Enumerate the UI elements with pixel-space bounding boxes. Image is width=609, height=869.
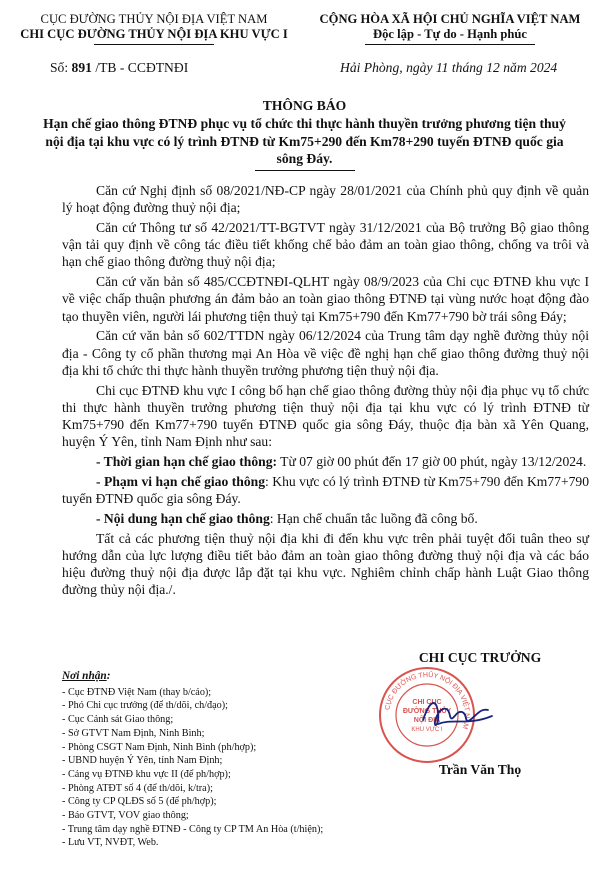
scope-restriction-text: : Khu vực có lý trình ĐTNĐ từ Km75+790 đến Km77+790 tuyến ĐTNĐ quốc gia sông Đáy.	[62, 473, 589, 507]
header-right-underline	[365, 44, 535, 45]
signer-position: CHI CỤC TRƯỞNG	[418, 650, 542, 665]
handwritten-signature	[418, 690, 498, 740]
stamp-center-line-1: CHI CỤC	[412, 699, 442, 706]
recipients-items	[62, 686, 323, 850]
document-title: THÔNG BÁO	[262, 98, 347, 113]
stamp-center-line-4: KHU VỰC I	[411, 727, 443, 733]
stamp-center-line-2: ĐƯỜNG THỦY	[402, 708, 452, 715]
content-restriction-label: - Nội dung hạn chế giao thông	[96, 510, 270, 526]
document-subject: Hạn chế giao thông ĐTNĐ phục vụ tổ chức thi thực hành thuyền trưởng phương tiện thuỷ nội địa tại khu vực có lý trình ĐTNĐ từ Km75+290 đến Km78+290 tuyến ĐTNĐ quốc gia sông Đáy.	[43, 116, 566, 166]
announcement-paragraph: Chi cục ĐTNĐ khu vực I công bố hạn chế giao thông đường thủy nội địa phục vụ tổ chức thi thực hành thuyền trưởng phương tiện thuỷ nội địa tại khu vực có lý trình ĐTNĐ từ Km75+790 đến Km77+790 tuyến ĐTNĐ quốc gia sông Đáy, thuộc địa bàn xã Yên Quang, huyện Ý Yên, tỉnh Nam Định như sau:	[62, 382, 589, 450]
recipients-label-colon: :	[106, 670, 111, 682]
recipient-item: - Cục Cảnh sát Giao thông;	[62, 714, 174, 726]
time-restriction-text: Từ 07 giờ 00 phút đến 17 giờ 00 phút, ngày 13/12/2024.	[277, 454, 587, 470]
legal-basis-1: Căn cứ Nghị định số 08/2021/NĐ-CP ngày 28/01/2021 của Chính phủ quy định về quản lý hoạt động đường thuỷ nội địa;	[62, 183, 589, 216]
recipient-item: - Cục ĐTNĐ Việt Nam (thay b/cáo);	[62, 686, 212, 698]
document-number-prefix: Số:	[50, 60, 72, 75]
document-body	[62, 182, 589, 598]
recipient-item: - Cảng vụ ĐTNĐ khu vực II (để ph/hợp);	[62, 768, 231, 780]
issuing-agency: CHI CỤC ĐƯỜNG THỦY NỘI ĐỊA KHU VỰC I	[20, 27, 288, 41]
signer-name: Trần Văn Thọ	[438, 762, 522, 777]
parent-agency: CỤC ĐƯỜNG THỦY NỘI ĐỊA VIỆT NAM	[40, 12, 268, 26]
closing-paragraph: Tất cả các phương tiện thuỷ nội địa khi đi đến khu vực trên phải tuyệt đối tuân theo sự hướng dẫn của lực lượng điều tiết bảo đảm an toàn giao thông đường thuỷ nội địa và các báo hiệu đường thuỷ nội địa được lắp đặt tại khu vực. Nghiêm chỉnh chấp hành Luật Giao thông đường thủy nội địa./.	[62, 530, 589, 598]
legal-basis-4: Căn cứ văn bản số 602/TTDN ngày 06/12/2024 của Trung tâm dạy nghề đường thủy nội địa - Công ty cổ phần thương mại An Hòa về việc đề nghị hạn chế giao thông đường thuỷ nội địa khi tổ chức thi thực hành thuyền trưởng phương tiện thuỷ nội địa.	[62, 328, 589, 378]
recipient-item: - Công ty CP QLĐS số 5 (để ph/hợp);	[62, 796, 217, 808]
legal-basis-2: Căn cứ Thông tư số 42/2021/TT-BGTVT ngày 31/12/2021 của Bộ trưởng Bộ giao thông vận tải quy định về công tác điều tiết khống chế bảo đảm an toàn giao thông, chống va trôi và hạn chế giao thông đường thuỷ nội địa;	[62, 220, 589, 270]
recipient-item: - Phòng CSGT Nam Định, Ninh Bình (ph/hợp);	[62, 741, 257, 753]
recipients-label-text: Nơi nhận	[62, 670, 107, 682]
recipient-item: - Phó Chi cục trưởng (để th/dõi, ch/đạo);	[62, 700, 228, 712]
time-restriction	[62, 453, 589, 470]
recipient-item: - Báo GTVT, VOV giao thông;	[62, 810, 189, 822]
recipient-item: - Phòng ATĐT số 4 (để th/dõi, k/tra);	[62, 782, 213, 794]
legal-basis-3: Căn cứ văn bản số 485/CCĐTNĐI-QLHT ngày 08/9/2023 của Chi cục ĐTNĐ khu vực I về việc chấp thuận phương án đảm bảo an toàn giao thông ĐTNĐ tại vùng nước hoạt động đào tạo thuyền viên, người lái phương tiện thuỷ tại Km75+790 đến Km77+790 bờ trái sông Đáy;	[62, 274, 589, 324]
recipient-item: - Lưu VT, NVĐT, Web.	[62, 837, 159, 849]
agency-header	[14, 12, 294, 45]
document-number-value: 891	[71, 60, 92, 75]
subject-underline	[255, 170, 355, 171]
recipients-list	[62, 670, 323, 850]
document-number	[50, 60, 188, 76]
document-date: Hải Phòng, ngày 11 tháng 12 năm 2024	[340, 60, 558, 75]
content-restriction	[62, 510, 589, 527]
national-title: CỘNG HÒA XÃ HỘI CHỦ NGHĨA VIỆT NAM	[319, 12, 581, 26]
stamp-outer-text: CỤC ĐƯỜNG THỦY NỘI ĐỊA VIỆT NAM	[384, 671, 471, 730]
scope-restriction-label: - Phạm vi hạn chế giao thông	[96, 473, 265, 489]
national-header	[300, 12, 600, 45]
content-restriction-text: : Hạn chế chuẩn tắc luồng đã công bố.	[269, 510, 478, 526]
document-number-suffix: /TB - CCĐTNĐI	[91, 60, 189, 75]
recipient-item: - Sở GTVT Nam Định, Ninh Bình;	[62, 727, 205, 739]
recipient-item: - UBND huyện Ý Yên, tỉnh Nam Định;	[62, 755, 223, 767]
scope-restriction	[62, 473, 589, 507]
time-restriction-label: - Thời gian hạn chế giao thông:	[96, 454, 278, 470]
national-motto: Độc lập - Tự do - Hạnh phúc	[373, 27, 527, 41]
header-left-underline	[94, 44, 214, 45]
recipient-item: - Trung tâm dạy nghề ĐTNĐ - Công ty CP TM An Hòa (t/hiện);	[62, 823, 324, 835]
recipients-label	[62, 670, 323, 684]
stamp-center-line-3: NỘI ĐỊA	[413, 717, 441, 724]
